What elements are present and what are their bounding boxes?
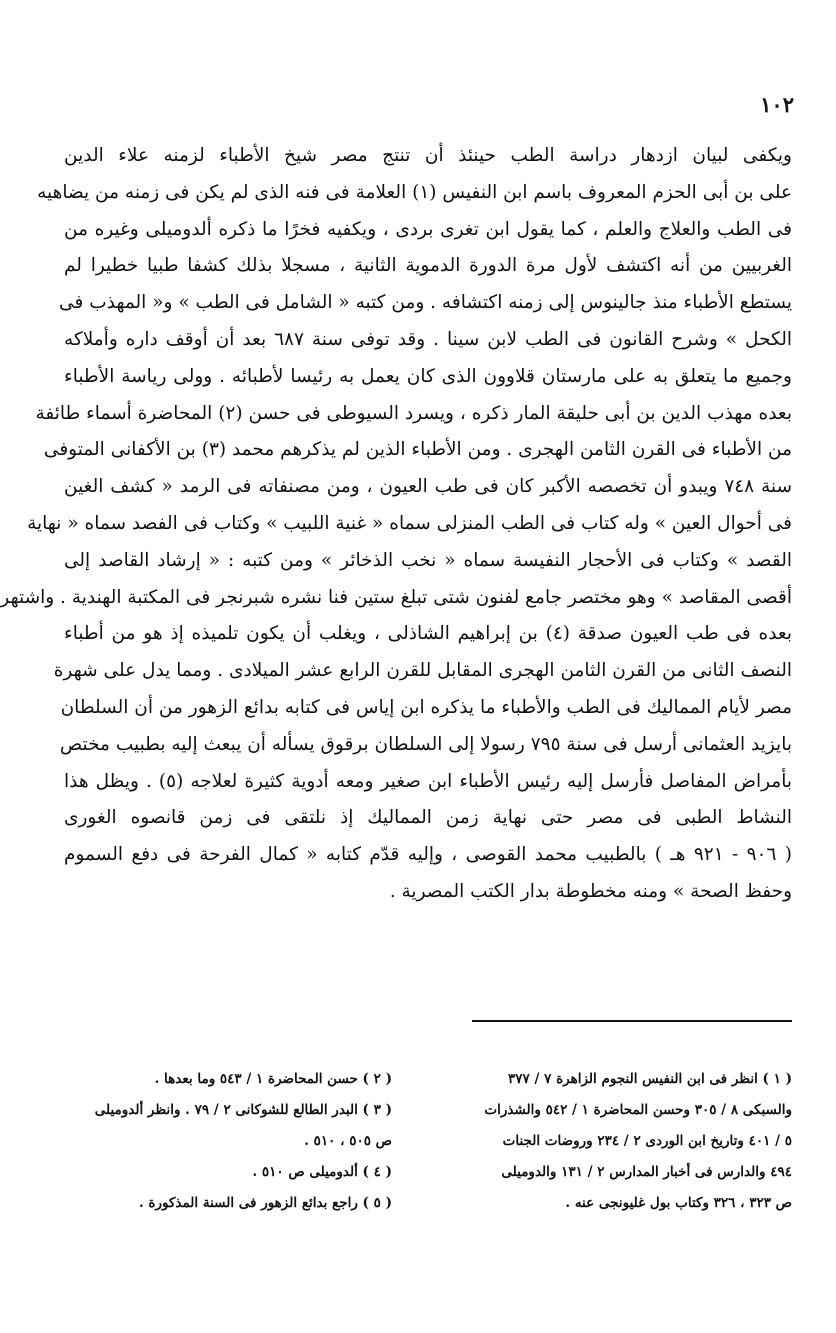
footnote-separator [472, 1020, 792, 1022]
body-line: مصر لأيام المماليك فى الطب والأطباء ما يذكره ابن إياس فى كتابه بدائع الزهور من أن السلطان [60, 696, 792, 718]
footnotes-column-right [430, 1064, 792, 1219]
footnote-line: ( ٣ ) البدر الطالع للشوكانى ٢ / ٧٩ . وانظر ألدوميلى [94, 1102, 392, 1118]
body-line: فى أحوال العين » وله كتاب فى الطب المنزلى سماه « غنية اللبيب » وكتاب فى الفصد سماه « نهاية [27, 512, 792, 534]
body-line: أقصى المقاصد » وهو مختصر جامع لفنون شتى تبلغ ستين فنا نشره شبرنجر فى المكتبة الهندية . واشتهر [0, 586, 792, 608]
footnote-line: ص ٥٠٥ ، ٥١٠ . [304, 1133, 392, 1149]
footnote-line: ( ١ ) انظر فى ابن النفيس النجوم الزاهرة ٧ / ٣٧٧ [508, 1071, 792, 1087]
body-line: النشاط الطبى فى مصر حتى نهاية زمن المماليك إذ نلتقى فى زمن قانصوه الغورى [64, 807, 792, 829]
body-line: سنة ٧٤٨ ويبدو أن تخصصه الأكبر كان فى طب العيون ، ومن مصنفاته فى الرمد « كشف الغين [64, 476, 792, 498]
page-number: ١٠٢ [760, 92, 794, 117]
footnote-line: ( ٤ ) ألدوميلى ص ٥١٠ . [252, 1164, 392, 1180]
footnote-line: ٤٩٤ والدارس فى أخبار المدارس ٢ / ١٣١ والدوميلى [501, 1164, 792, 1180]
footnote-line: ( ٥ ) راجع بدائع الزهور فى السنة المذكورة . [139, 1195, 392, 1211]
body-line: بايزيد العثمانى أرسل فى سنة ٧٩٥ رسولا إلى السلطان برقوق يسأله أن يبعث إليه بطبيب مختص [59, 733, 792, 755]
body-text [0, 138, 792, 911]
body-line: فى الطب والعلاج والعلم ، كما يقول ابن تغرى بردى ، ويكفيه فخرًا ما ذكره ألدوميلى وغيره من [64, 218, 792, 240]
body-line: بأمراض المفاصل فأرسل إليه رئيس الأطباء ابن صغير ومعه أدوية كثيرة لعلاجه (٥) . ويظل هذا [64, 770, 792, 792]
body-line: ويكفى لبيان ازدهار دراسة الطب حينئذ أن تنتج مصر شيخ الأطباء لزمنه علاء الدين [64, 145, 792, 166]
footnote-line: ٥ / ٤٠١ وتاريخ ابن الوردى ٢ / ٢٣٤ وروضات الجنات [502, 1133, 792, 1149]
footnote-line: ص ٣٢٣ ، ٣٢٦ وكتاب بول غليونجى عنه . [565, 1195, 792, 1211]
footnotes-column-left [64, 1064, 392, 1219]
body-line: يستطع الأطباء منذ جالينوس إلى زمنه اكتشافه . ومن كتبه « الشامل فى الطب » و« المهذب فى [59, 292, 792, 314]
body-line: بعده فى طب العيون صدقة (٤) بن إبراهيم الشاذلى ، ويغلب أن يكون تلميذه إذ هو من أطباء [64, 623, 792, 645]
body-line: وحفظ الصحة » ومنه مخطوطة بدار الكتب المصرية . [389, 880, 792, 902]
footnote-line: والسبكى ٨ / ٣٠٥ وحسن المحاضرة ١ / ٥٤٢ والشذرات [484, 1102, 792, 1118]
body-line: النصف الثانى من القرن الثامن الهجرى المقابل للقرن الرابع عشر الميلادى . ومما يدل على شهرة [53, 660, 792, 682]
body-line: وجميع ما يتعلق به على مارستان قلاوون الذى كان يعمل به رئيسا لأطبائه . وولى رياسة الأطباء [64, 365, 792, 387]
footnote-line: ( ٢ ) حسن المحاضرة ١ / ٥٤٣ وما بعدها . [154, 1071, 392, 1087]
body-line: الغربيين من أنه اكتشف لأول مرة الدورة الدموية الثانية ، مسجلا بذلك كشفا طبيا خطيرا لم [64, 255, 792, 277]
body-line: بعده مهذب الدين بن أبى حليقة المار ذكره ، ويسرد السيوطى فى حسن (٢) المحاضرة أسماء طائفة [35, 402, 792, 424]
body-line: على بن أبى الحزم المعروف باسم ابن النفيس (١) العلامة فى فنه الذى لم يكن فى زمنه من يضاهيه [37, 181, 792, 203]
body-line: القصد » وكتاب فى الأحجار النفيسة سماه « نخب الذخائر » ومن كتبه : « إرشاد القاصد إلى [64, 549, 792, 571]
body-line: ( ٩٠٦ - ٩٢١ هـ ) بالطبيب محمد القوصى ، وإليه قدّم كتابه « كمال الفرحة فى دفع السموم [64, 844, 792, 866]
body-line: من الأطباء فى القرن الثامن الهجرى . ومن الأطباء الذين لم يذكرهم محمد (٣) بن الأكفانى المتوفى [43, 439, 792, 461]
body-line: الكحل » وشرح القانون فى الطب لابن سينا . وقد توفى سنة ٦٨٧ بعد أن أوقف داره وأملاكه [64, 328, 792, 350]
